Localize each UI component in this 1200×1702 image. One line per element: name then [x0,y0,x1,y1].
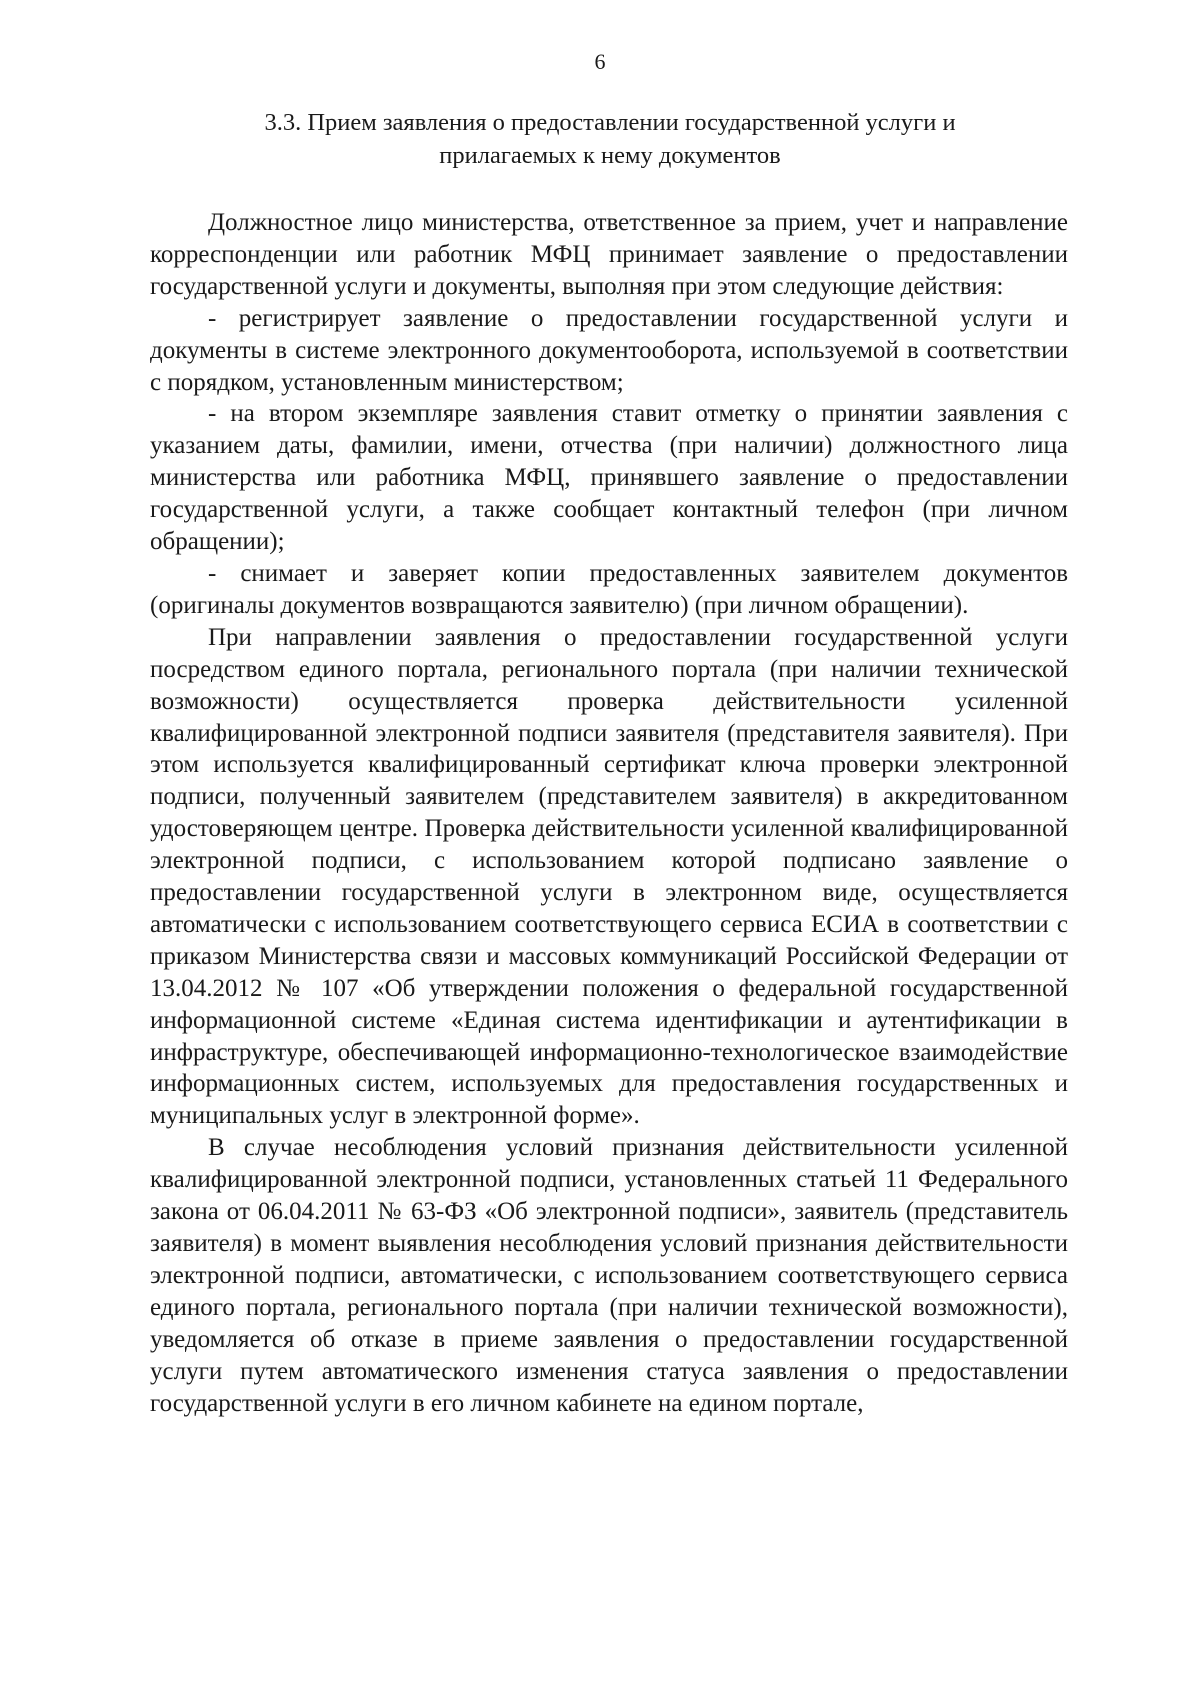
paragraph-intro: Должностное лицо министерства, ответственное за прием, учет и направление корреспонденции или работник МФЦ принимает заявление о предоставлении государственной услуги и документы, выполняя при этом следующие действия: [150,209,1068,300]
paragraph-list-item-register: - регистрирует заявление о предоставлении государственной услуги и документы в системе электронного документооборота, используемой в соответствии с порядком, установленным министерством; [150,304,1068,396]
paragraph-list-item-copies: - снимает и заверяет копии предоставленных заявителем документов (оригиналы документов возвращаются заявителю) (при личном обращении). [150,559,1068,619]
section-title: 3.3. Прием заявления о предоставлении государственной услуги и прилагаемых к нему документов [264,109,956,169]
paragraph-list-item-mark: - на втором экземпляре заявления ставит отметку о принятии заявления с указанием даты, фамилии, имени, отчества (при наличии) должностного лица министерства или работника МФЦ, принявшего заявление о предоставлении государственной услуги, а также сообщает контактный телефон (при личном обращении); [150,400,1068,556]
page-number: 6 [594,49,606,74]
paragraph-signature-noncompliance: В случае несоблюдения условий признания действительности усиленной квалифицированной электронной подписи, установленных статьей 11 Федерального закона от 06.04.2011 № 63-ФЗ «Об электронной подписи», заявитель (представитель заявителя) в момент выявления несоблюдения условий признания действительности электронной подписи, автоматически, с использованием соответствующего сервиса единого портала, регионального портала (при наличии технической возможности), уведомляется об отказе в приеме заявления о предоставлении государственной услуги путем автоматического изменения статуса заявления о предоставлении государственной услуги в его личном кабинете на едином портале, [150,1134,1068,1417]
paragraph-electronic-signature-check: При направлении заявления о предоставлении государственной услуги посредством единого портала, регионального портала (при наличии технической возможности) осуществляется проверка действительности усиленной квалифицированной электронной подписи заявителя (представителя заявителя). При этом используется квалифицированный сертификат ключа проверки электронной подписи, полученный заявителем (представителем заявителя) в аккредитованном удостоверяющем центре. Проверка действительности усиленной квалифицированной электронной подписи, с использованием которой подписано заявление о предоставлении государственной услуги в электронном виде, осуществляется автоматически с использованием соответствующего сервиса ЕСИА в соответствии с приказом Министерства связи и массовых коммуникаций Российской Федерации от 13.04.2012 № 107 «Об утверждении положения о федеральной государственной информационной системе «Единая система идентификации и аутентификации в инфраструктуре, обеспечивающей информационно-технологическое взаимодействие информационных систем, используемых для предоставления государственных и муниципальных услуг в электронной форме». [150,623,1068,1130]
document-body [150,207,1068,1419]
